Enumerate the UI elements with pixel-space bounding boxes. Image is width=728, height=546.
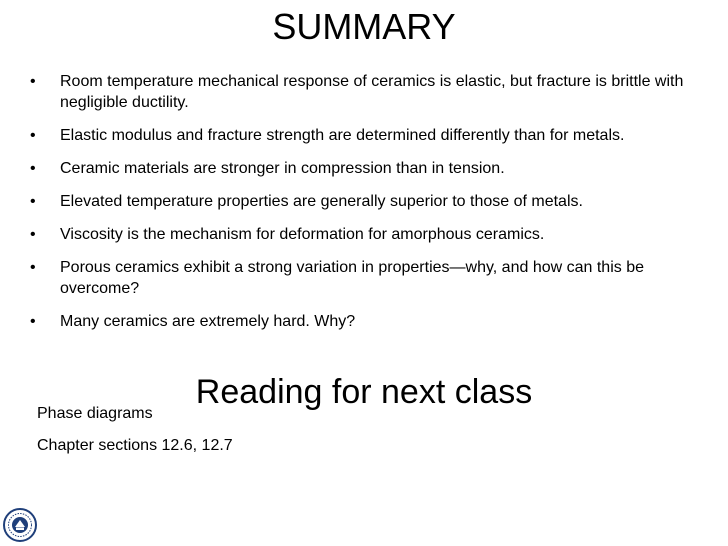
bullet-icon: • bbox=[30, 127, 36, 144]
list-item bbox=[30, 257, 720, 299]
list-item bbox=[30, 191, 720, 212]
list-item bbox=[30, 224, 720, 245]
university-seal-icon bbox=[3, 508, 37, 542]
bullet-text: Elevated temperature properties are generally superior to those of metals. bbox=[60, 193, 583, 210]
bullet-text: Elastic modulus and fracture strength are determined differently than for metals. bbox=[60, 127, 625, 144]
list-item bbox=[30, 158, 720, 179]
reading-item: Phase diagrams bbox=[37, 405, 153, 422]
bullet-icon: • bbox=[30, 259, 36, 276]
bullet-text: Room temperature mechanical response of ceramics is elastic, but fracture is brittle with negligible ductility. bbox=[60, 73, 684, 111]
slide-title: SUMMARY bbox=[272, 6, 456, 47]
bullet-text: Viscosity is the mechanism for deformation for amorphous ceramics. bbox=[60, 226, 545, 243]
list-item bbox=[30, 125, 720, 146]
list-item bbox=[30, 71, 720, 113]
bullet-icon: • bbox=[30, 160, 36, 177]
reading-heading: Reading for next class bbox=[195, 373, 533, 411]
reading-list bbox=[37, 404, 233, 468]
list-item bbox=[30, 311, 720, 332]
reading-item: Chapter sections 12.6, 12.7 bbox=[37, 437, 233, 454]
bullet-icon: • bbox=[30, 226, 36, 243]
bullet-icon: • bbox=[30, 73, 36, 90]
bullet-icon: • bbox=[30, 193, 36, 210]
bullet-text: Porous ceramics exhibit a strong variation in properties—why, and how can this be overcome? bbox=[60, 259, 644, 297]
bullet-icon: • bbox=[30, 313, 36, 330]
bullet-text: Ceramic materials are stronger in compression than in tension. bbox=[60, 160, 505, 177]
summary-list bbox=[30, 71, 720, 344]
bullet-text: Many ceramics are extremely hard. Why? bbox=[60, 313, 356, 330]
